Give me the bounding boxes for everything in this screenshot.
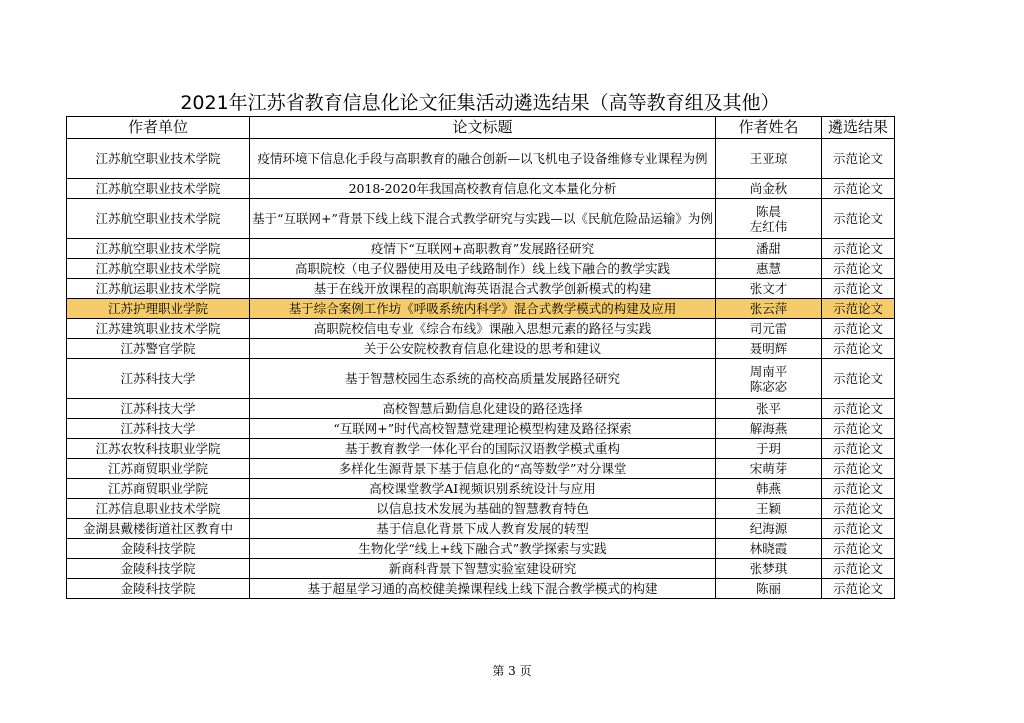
column-header-result: 遴选结果 <box>822 117 895 139</box>
cell-author-name: 张平 <box>716 399 822 419</box>
cell-selection-result: 示范论文 <box>822 199 895 239</box>
cell-author-unit: 江苏科技大学 <box>67 359 250 399</box>
table-row <box>67 459 895 479</box>
table-row <box>67 199 895 239</box>
cell-author-name: 陈丽 <box>716 579 822 599</box>
table-row <box>67 419 895 439</box>
cell-selection-result: 示范论文 <box>822 359 895 399</box>
cell-author-unit: 江苏护理职业学院 <box>67 299 250 319</box>
cell-author-unit: 江苏农牧科技职业学院 <box>67 439 250 459</box>
cell-paper-title: “互联网+”时代高校智慧党建理论模型构建及路径探索 <box>250 419 716 439</box>
table-row <box>67 499 895 519</box>
results-table <box>66 116 895 599</box>
cell-selection-result: 示范论文 <box>822 499 895 519</box>
column-header-title: 论文标题 <box>250 117 716 139</box>
cell-author-name: 纪海源 <box>716 519 822 539</box>
cell-paper-title: 基于在线开放课程的高职航海英语混合式教学创新模式的构建 <box>250 279 716 299</box>
cell-author-unit: 江苏信息职业技术学院 <box>67 499 250 519</box>
table-row <box>67 479 895 499</box>
cell-author-name: 惠慧 <box>716 259 822 279</box>
cell-selection-result: 示范论文 <box>822 539 895 559</box>
cell-paper-title: 基于“互联网+”背景下线上线下混合式教学研究与实践—以《民航危险品运输》为例 <box>250 199 716 239</box>
cell-author-name: 王颖 <box>716 499 822 519</box>
cell-paper-title: 新商科背景下智慧实验室建设研究 <box>250 559 716 579</box>
table-row <box>67 139 895 179</box>
cell-paper-title: 基于超星学习通的高校健美操课程线上线下混合教学模式的构建 <box>250 579 716 599</box>
page-number: 第 3 页 <box>492 664 532 678</box>
table-row <box>67 439 895 459</box>
cell-author-name: 张文才 <box>716 279 822 299</box>
table-row <box>67 319 895 339</box>
cell-author-unit: 江苏航空职业技术学院 <box>67 199 250 239</box>
table-row <box>67 539 895 559</box>
cell-author-unit: 金陵科技学院 <box>67 559 250 579</box>
table-header-row <box>67 117 895 139</box>
cell-selection-result: 示范论文 <box>822 559 895 579</box>
cell-paper-title: 高校课堂教学AI视频识别系统设计与应用 <box>250 479 716 499</box>
cell-author-unit: 金陵科技学院 <box>67 539 250 559</box>
cell-selection-result: 示范论文 <box>822 239 895 259</box>
page-title: 2021年江苏省教育信息化论文征集活动遴选结果（高等教育组及其他） <box>180 92 780 114</box>
cell-selection-result: 示范论文 <box>822 299 895 319</box>
cell-paper-title: 多样化生源背景下基于信息化的“高等数学”对分课堂 <box>250 459 716 479</box>
cell-selection-result: 示范论文 <box>822 479 895 499</box>
cell-author-name: 韩燕 <box>716 479 822 499</box>
cell-author-name: 解海燕 <box>716 419 822 439</box>
cell-paper-title: 基于教育教学一体化平台的国际汉语教学模式重构 <box>250 439 716 459</box>
cell-paper-title: 关于公安院校教育信息化建设的思考和建议 <box>250 339 716 359</box>
cell-author-name: 宋萌芽 <box>716 459 822 479</box>
cell-paper-title: 基于信息化背景下成人教育发展的转型 <box>250 519 716 539</box>
cell-author-unit: 江苏航空职业技术学院 <box>67 239 250 259</box>
column-header-unit: 作者单位 <box>67 117 250 139</box>
cell-selection-result: 示范论文 <box>822 459 895 479</box>
cell-selection-result: 示范论文 <box>822 439 895 459</box>
table-row <box>67 579 895 599</box>
cell-author-name: 张云萍 <box>716 299 822 319</box>
table-row <box>67 179 895 199</box>
cell-author-unit: 金湖县戴楼街道社区教育中 <box>67 519 250 539</box>
cell-author-name: 林晓霞 <box>716 539 822 559</box>
table-row <box>67 359 895 399</box>
cell-author-unit: 江苏警官学院 <box>67 339 250 359</box>
table-row <box>67 519 895 539</box>
cell-author-unit: 江苏建筑职业技术学院 <box>67 319 250 339</box>
cell-paper-title: 生物化学“线上+线下融合式”教学探索与实践 <box>250 539 716 559</box>
cell-author-name: 司元雷 <box>716 319 822 339</box>
table-row <box>67 339 895 359</box>
cell-author-unit: 江苏科技大学 <box>67 419 250 439</box>
cell-author-unit: 金陵科技学院 <box>67 579 250 599</box>
cell-author-name: 周南平 陈宓宓 <box>716 359 822 399</box>
cell-selection-result: 示范论文 <box>822 259 895 279</box>
cell-selection-result: 示范论文 <box>822 339 895 359</box>
cell-author-unit: 江苏商贸职业学院 <box>67 479 250 499</box>
cell-selection-result: 示范论文 <box>822 579 895 599</box>
cell-author-name: 潘甜 <box>716 239 822 259</box>
table-row <box>67 399 895 419</box>
cell-paper-title: 疫情环境下信息化手段与高职教育的融合创新—以飞机电子设备维修专业课程为例 <box>250 139 716 179</box>
cell-author-unit: 江苏航空职业技术学院 <box>67 259 250 279</box>
cell-paper-title: 基于综合案例工作坊《呼吸系统内科学》混合式教学模式的构建及应用 <box>250 299 716 319</box>
cell-author-name: 张梦琪 <box>716 559 822 579</box>
table-row <box>67 239 895 259</box>
cell-author-name: 聂明辉 <box>716 339 822 359</box>
cell-author-name: 于玥 <box>716 439 822 459</box>
table-row <box>67 299 895 319</box>
cell-selection-result: 示范论文 <box>822 519 895 539</box>
table-row <box>67 259 895 279</box>
cell-paper-title: 疫情下“互联网+高职教育”发展路径研究 <box>250 239 716 259</box>
table-row <box>67 559 895 579</box>
cell-paper-title: 以信息技术发展为基础的智慧教育特色 <box>250 499 716 519</box>
table-row <box>67 279 895 299</box>
cell-paper-title: 2018-2020年我国高校教育信息化文本量化分析 <box>250 179 716 199</box>
cell-author-unit: 江苏科技大学 <box>67 399 250 419</box>
cell-author-unit: 江苏航运职业技术学院 <box>67 279 250 299</box>
cell-author-name: 尚金秋 <box>716 179 822 199</box>
cell-author-unit: 江苏航空职业技术学院 <box>67 139 250 179</box>
cell-selection-result: 示范论文 <box>822 139 895 179</box>
column-header-author: 作者姓名 <box>716 117 822 139</box>
cell-paper-title: 高校智慧后勤信息化建设的路径选择 <box>250 399 716 419</box>
cell-paper-title: 高职院校信电专业《综合布线》课融入思想元素的路径与实践 <box>250 319 716 339</box>
cell-selection-result: 示范论文 <box>822 399 895 419</box>
cell-author-unit: 江苏商贸职业学院 <box>67 459 250 479</box>
cell-author-name: 王亚琼 <box>716 139 822 179</box>
cell-selection-result: 示范论文 <box>822 179 895 199</box>
cell-author-name: 陈晨 左红伟 <box>716 199 822 239</box>
cell-author-unit: 江苏航空职业技术学院 <box>67 179 250 199</box>
cell-selection-result: 示范论文 <box>822 419 895 439</box>
cell-paper-title: 基于智慧校园生态系统的高校高质量发展路径研究 <box>250 359 716 399</box>
cell-selection-result: 示范论文 <box>822 279 895 299</box>
cell-selection-result: 示范论文 <box>822 319 895 339</box>
cell-paper-title: 高职院校（电子仪器使用及电子线路制作）线上线下融合的教学实践 <box>250 259 716 279</box>
